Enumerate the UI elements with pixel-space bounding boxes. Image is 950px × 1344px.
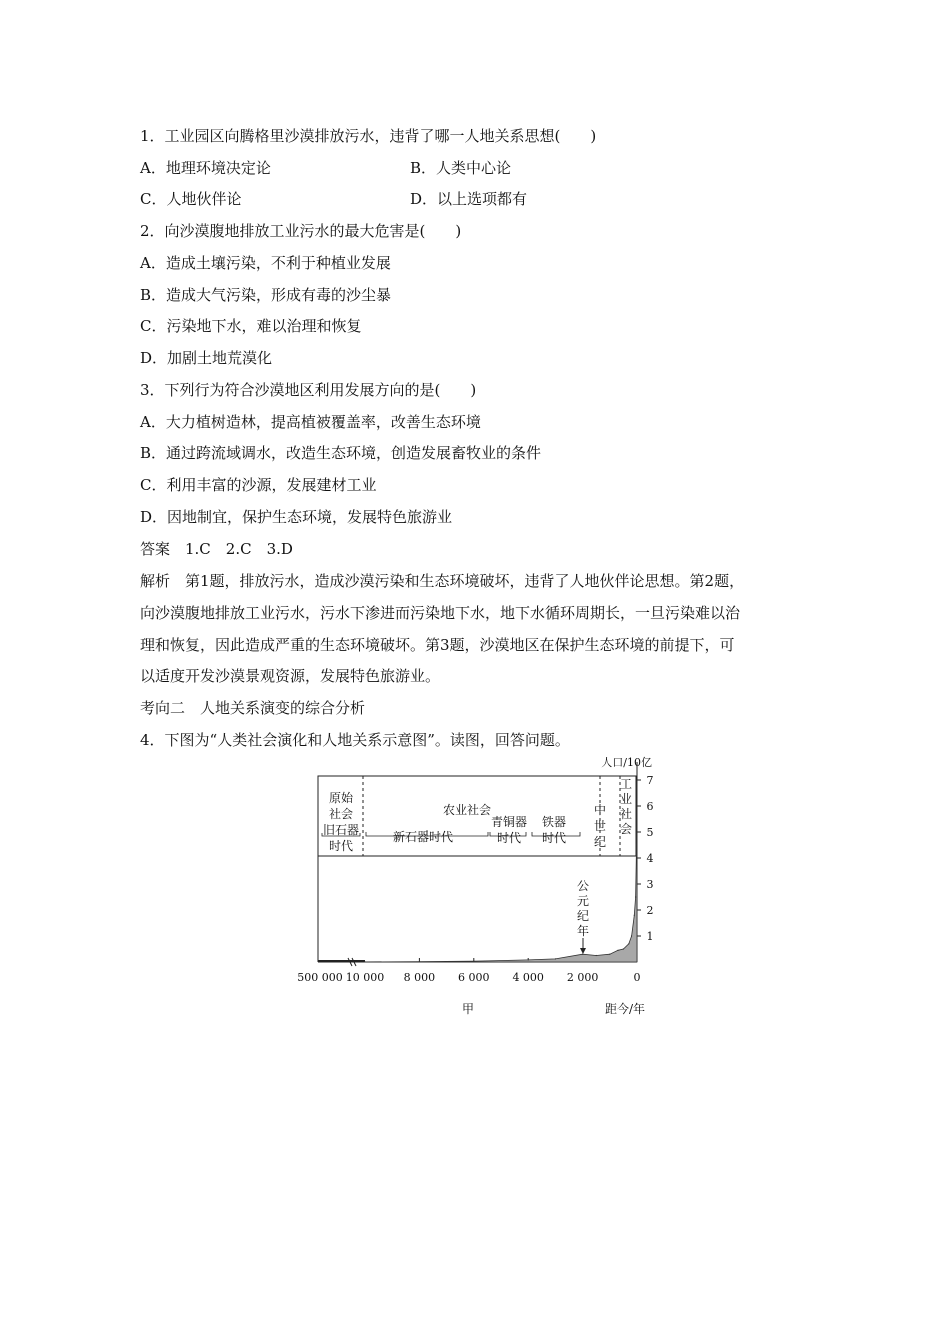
q3-option-a: A．大力植树造林，提高植被覆盖率，改善生态环境: [140, 413, 481, 431]
era-industrial-4: 会: [619, 822, 633, 836]
era-industrial-3: 社: [619, 807, 633, 821]
population-chart: [290, 752, 670, 1016]
x-tick-label: 2 000: [566, 971, 599, 984]
q4-stem: 4．下图为“人类社会演化和人地关系示意图”。读图，回答问题。: [140, 731, 570, 749]
population-point: [555, 958, 556, 959]
y-tick-label: 1: [646, 930, 654, 943]
q1-option-b: B．人类中心论: [410, 159, 512, 177]
population-point: [419, 961, 420, 962]
q2-option-b: B．造成大气污染，形成有毒的沙尘暴: [140, 286, 392, 304]
y-axis-title: 人口/10亿: [601, 756, 652, 769]
population-point: [473, 961, 474, 962]
q3-option-c: C．利用丰富的沙源，发展建材工业: [140, 476, 377, 494]
x-tick-label: 4 000: [512, 971, 544, 984]
population-point: [582, 954, 583, 955]
era-neolithic: 新石器时代: [392, 830, 454, 844]
ce-marker-4: 年: [576, 924, 590, 938]
analysis-line-2: 向沙漠腹地排放工业污水，污水下渗进而污染地下水，地下水循环周期长，一旦污染难以治: [140, 604, 741, 622]
x-tick-label-0: 500 000: [297, 971, 343, 984]
population-point: [364, 961, 365, 962]
era-iron-1: 铁器: [541, 815, 567, 829]
q1-option-a: A．地理环境决定论: [140, 159, 271, 177]
x-tick-label: 8 000: [403, 971, 436, 984]
x-tick-label-1: 10 000: [345, 971, 385, 984]
era-medieval-3: 纪: [593, 835, 607, 849]
y-tick-label: 5: [646, 826, 654, 839]
x-tick-label: 6 000: [458, 971, 490, 984]
era-medieval-2: 世: [593, 819, 607, 833]
q3-stem: 3．下列行为符合沙漠地区利用发展方向的是( ): [140, 381, 477, 399]
population-point: [631, 935, 632, 936]
ce-marker-1: 公: [576, 879, 590, 893]
ce-marker-2: 元: [576, 894, 590, 908]
population-point: [528, 959, 529, 960]
q2-stem: 2．向沙漠腹地排放工业污水的最大危害是( ): [140, 222, 462, 240]
population-point: [628, 943, 629, 944]
x-tick-label: 0: [633, 971, 641, 984]
x-caption: 甲: [461, 1002, 475, 1016]
era-agricultural: 农业社会: [442, 803, 492, 817]
era-industrial-2: 业: [619, 792, 633, 806]
q1-option-d: D．以上选项都有: [410, 190, 528, 208]
q1-stem: 1．工业园区向腾格里沙漠排放污水，违背了哪一人地关系思想( ): [140, 127, 597, 145]
era-primitive-2: 社会: [328, 807, 354, 821]
q1-option-c: C．人地伙伴论: [140, 190, 242, 208]
analysis-line-1: 解析 第1题，排放污水，造成沙漠污染和生态环境破坏，违背了人地伙伴论思想。第2题，: [140, 572, 745, 590]
q2-option-a: A．造成土壤污染，不利于种植业发展: [140, 254, 391, 272]
population-figure: [290, 752, 670, 1016]
era-neolithic-bracket: [366, 830, 488, 836]
answer-line: 答案 1.C 2.C 3.D: [140, 540, 293, 558]
q2-option-c: C．污染地下水，难以治理和恢复: [140, 317, 362, 335]
era-bronze-1: 青铜器: [490, 815, 528, 829]
era-primitive-3: 旧石器: [322, 823, 360, 837]
era-medieval-1: 中: [593, 803, 607, 817]
ce-marker-3: 纪: [576, 909, 590, 923]
era-bronze-2: 时代: [496, 831, 522, 845]
x-axis-title: 距今/年: [604, 1002, 646, 1016]
q3-option-d: D．因地制宜，保护生态环境，发展特色旅游业: [140, 508, 453, 526]
population-point: [635, 896, 636, 897]
analysis-line-4: 以适度开发沙漠景观资源，发展特色旅游业。: [140, 667, 441, 685]
y-tick-label: 3: [646, 878, 654, 891]
population-point: [617, 950, 618, 951]
y-tick-label: 4: [646, 852, 654, 865]
population-point: [623, 948, 624, 949]
era-primitive-1: 原始: [328, 791, 354, 805]
population-point: [596, 955, 597, 956]
era-primitive-4: 时代: [328, 839, 354, 853]
q3-option-b: B．通过跨流域调水，改造生态环境，创造发展畜牧业的条件: [140, 444, 542, 462]
ce-marker-arrowhead: [580, 948, 586, 954]
y-tick-label: 2: [646, 904, 654, 917]
y-tick-label: 6: [646, 800, 654, 813]
analysis-line-3: 理和恢复，因此造成严重的生态环境破坏。第3题，沙漠地区在保护生态环境的前提下，可: [140, 636, 735, 654]
era-industrial-1: 工: [619, 777, 633, 791]
population-point: [636, 844, 637, 845]
population-point: [636, 779, 637, 780]
y-tick-label: 7: [646, 774, 654, 787]
era-iron-2: 时代: [541, 831, 567, 845]
section-title: 考向二 人地关系演变的综合分析: [140, 699, 366, 717]
population-point: [609, 954, 610, 955]
population-point: [634, 915, 635, 916]
q2-option-d: D．加剧土地荒漠化: [140, 349, 273, 367]
